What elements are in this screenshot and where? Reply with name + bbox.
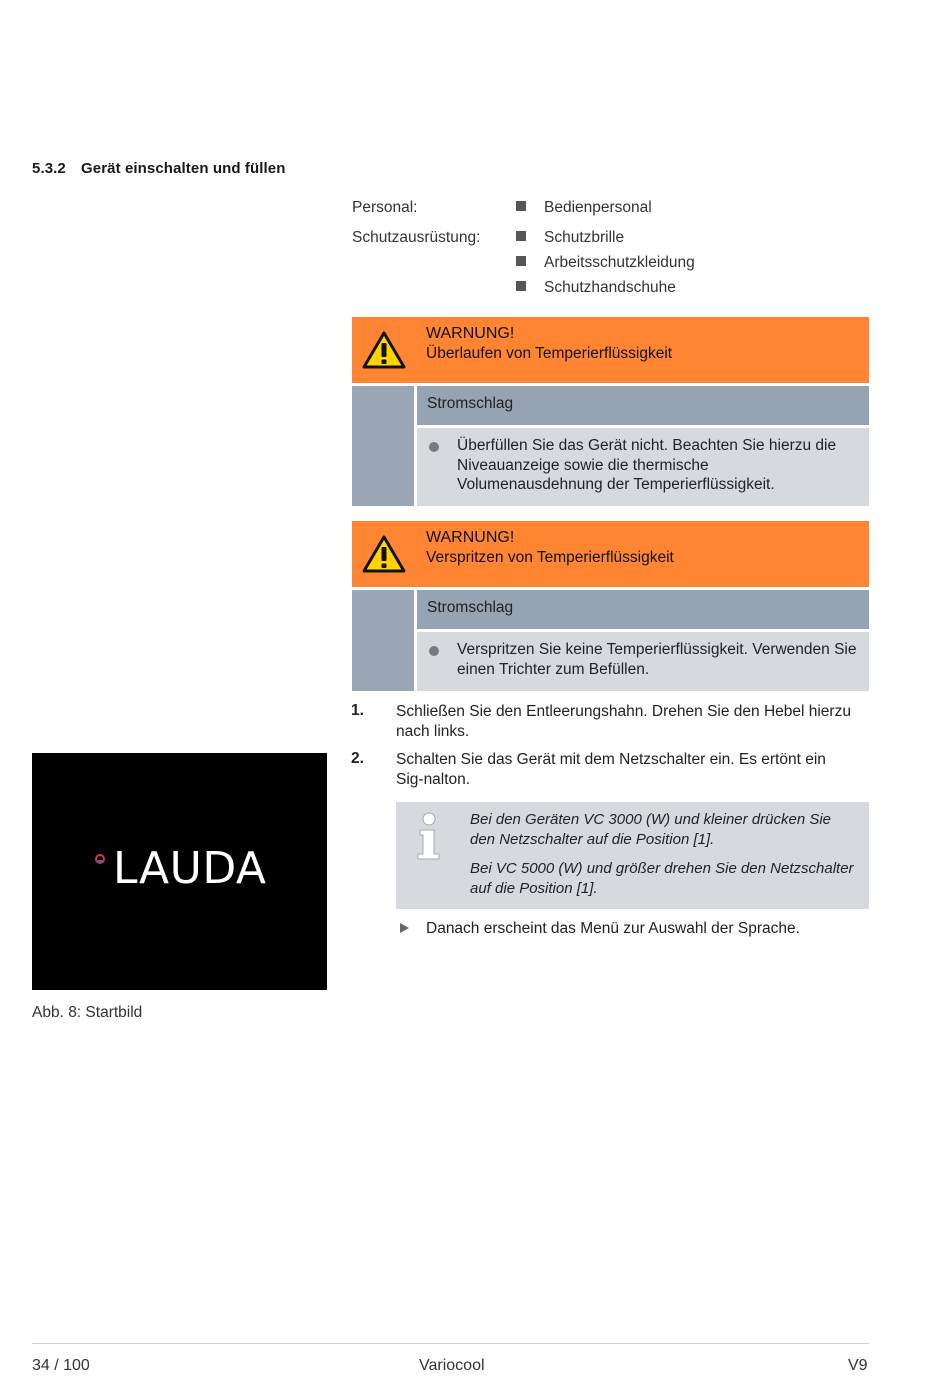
footer-page: 34 / 100 [32, 1357, 90, 1374]
warning-triangle-icon [362, 535, 406, 573]
step-number: 2. [351, 750, 364, 767]
footer-version: V9 [848, 1357, 868, 1374]
personal-label: Personal: [352, 199, 418, 216]
step-text: Schalten Sie das Gerät mit dem Netzschalter ein. Es ertönt ein Sig-nalton. [396, 751, 826, 788]
logo-dot-icon [95, 854, 105, 864]
equipment-item: Arbeitsschutzkleidung [516, 254, 695, 272]
step-text: Schließen Sie den Entleerungshahn. Drehen Sie den Hebel hierzu nach links. [396, 703, 851, 740]
warning-side-bar [352, 590, 414, 691]
result-line [400, 920, 800, 938]
startscreen-image [32, 753, 327, 990]
warning-title: WARNUNG! [426, 325, 515, 342]
measure-box [417, 632, 869, 691]
bullet-dot-icon [429, 646, 439, 656]
figure-caption: Abb. 8: Startbild [32, 1004, 143, 1021]
section-number: 5.3.2 [32, 160, 66, 177]
result-text: Danach erscheint das Menü zur Auswahl der Sprache. [426, 920, 800, 937]
measure-text: Überfüllen Sie das Gerät nicht. Beachten Sie hierzu die Niveauanzeige sowie die thermische Volumenausdehnung der Temperierflüssigkeit. [457, 437, 837, 493]
measure-box [417, 428, 869, 506]
bullet-dot-icon [429, 442, 439, 452]
logo-text: LAUDA [113, 843, 267, 894]
info-paragraph: Bei VC 5000 (W) und größer drehen Sie den Netzschalter auf die Position [1]. [470, 860, 854, 897]
hazard-text: Stromschlag [427, 395, 514, 412]
bullet-square-icon [516, 231, 526, 241]
section-title: Gerät einschalten und füllen [81, 160, 286, 177]
equipment-item: Schutzbrille [516, 229, 624, 247]
warning-subtitle: Überlaufen von Temperierflüssigkeit [426, 345, 673, 362]
section-heading [32, 160, 286, 177]
hazard-bar [417, 386, 869, 425]
warning-subtitle: Verspritzen von Temperierflüssigkeit [426, 549, 674, 566]
measure-text: Verspritzen Sie keine Temperierflüssigkeit. Verwenden Sie einen Trichter zum Befüllen. [457, 641, 857, 678]
personal-item: Bedienpersonal [516, 199, 652, 217]
footer-divider [32, 1343, 869, 1344]
bullet-square-icon [516, 281, 526, 291]
warning-title: WARNUNG! [426, 529, 515, 546]
equipment-item: Schutzhandschuhe [516, 279, 676, 297]
hazard-bar [417, 590, 869, 629]
hazard-text: Stromschlag [427, 599, 514, 616]
info-box [396, 802, 869, 909]
warning-side-bar [352, 386, 414, 506]
footer-product: Variocool [419, 1357, 485, 1374]
bullet-square-icon [516, 201, 526, 211]
bullet-square-icon [516, 256, 526, 266]
info-paragraph: Bei den Geräten VC 3000 (W) und kleiner drücken Sie den Netzschalter auf die Position [1]. [470, 811, 832, 848]
step-number: 1. [351, 702, 364, 719]
warning-header [352, 521, 869, 587]
info-icon [414, 812, 444, 860]
warning-header [352, 317, 869, 383]
result-arrow-icon [400, 923, 409, 933]
warning-triangle-icon [362, 331, 406, 369]
equipment-label: Schutzausrüstung: [352, 229, 481, 246]
